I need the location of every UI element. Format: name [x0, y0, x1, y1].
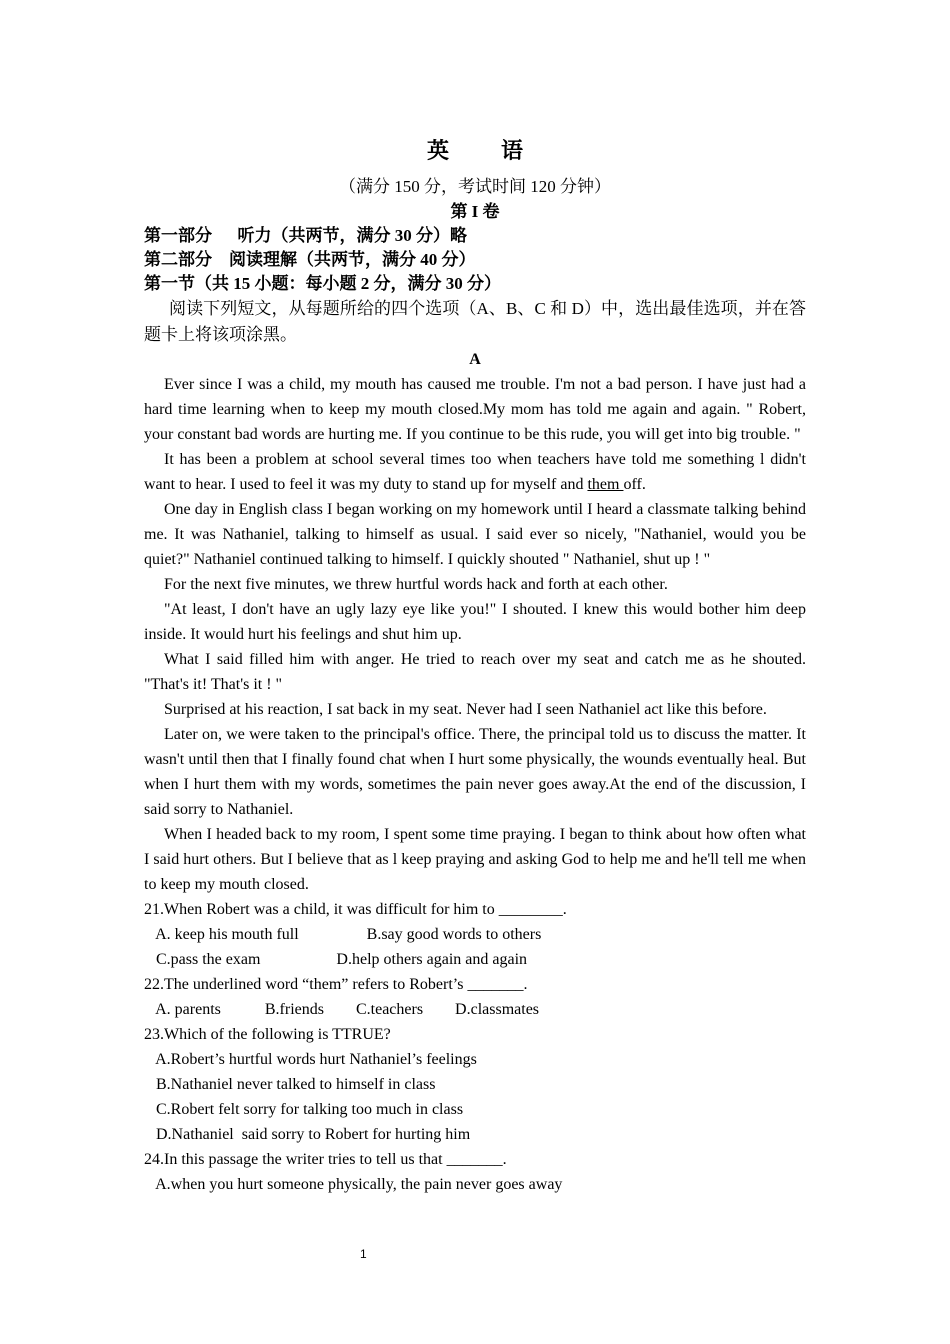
- passage-label: A: [469, 351, 481, 368]
- title-char-1: 英: [426, 138, 449, 163]
- page-number: 1: [360, 1247, 367, 1261]
- question-21: 21.When Robert was a child, it was difficult for him to ________.: [144, 901, 567, 918]
- question-23-option-a: A.Robert’s hurtful words hurt Nathaniel’s feelings: [152, 1051, 477, 1068]
- part2-heading: 第二部分 阅读理解（共两节，满分 40 分）: [144, 250, 476, 269]
- question-23-option-c: C.Robert felt sorry for talking too much in class: [152, 1101, 464, 1118]
- page-title: [144, 136, 806, 166]
- page-content: [144, 136, 806, 1197]
- question-24-option-a: A.when you hurt someone physically, the pain never goes away: [152, 1176, 563, 1193]
- question-23-option-b: B.Nathaniel never talked to himself in class: [152, 1076, 436, 1093]
- passage-paragraph-6: What I said filled him with anger. He tried to reach over my seat and catch me as he shouted. "That's it! That's it ! ": [144, 651, 806, 693]
- question-23: 23.Which of the following is TTRUE?: [144, 1026, 391, 1043]
- passage-paragraph-9: When I headed back to my room, I spent some time praying. I began to think about how often what I said hurt others. But I believe that as l keep praying and asking God to help me and he'll tell me when to keep my mouth closed.: [144, 826, 806, 893]
- passage-paragraph-8: Later on, we were taken to the principal's office. There, the principal told us to discuss the matter. It wasn't until then that I finally found chat when I hurt some physically, the wounds eventually heal. But when I hurt them with my words, sometimes the pain never goes away.At the end of the discussion, I said sorry to Nathaniel.: [144, 726, 806, 818]
- part1-heading: 第一部分 听力（共两节，满分 30 分）略: [144, 226, 467, 245]
- question-22-options: A. parents B.friends C.teachers D.classmates: [152, 1001, 540, 1018]
- underlined-word-them: them: [587, 476, 624, 493]
- instruction-text: 阅读下列短文，从每题所给的四个选项（A、B、C 和 D）中，选出最佳选项，并在答题卡上将该项涂黑。: [144, 299, 806, 344]
- question-23-option-d: D.Nathaniel said sorry to Robert for hurting him: [152, 1126, 471, 1143]
- passage-paragraph-7: Surprised at his reaction, I sat back in my seat. Never had I seen Nathaniel act like this before.: [164, 701, 767, 718]
- exam-subtitle: （满分 150 分，考试时间 120 分钟）: [339, 177, 611, 196]
- volume-label: 第 I 卷: [450, 202, 500, 221]
- passage-paragraph-2: [144, 447, 806, 497]
- paragraph-2-text-a: It has been a problem at school several times too when teachers have told me something l didn't want to hear. I used to feel it was my duty to stand up for myself and: [144, 451, 806, 493]
- title-char-2: 语: [501, 138, 524, 163]
- passage-paragraph-3: One day in English class I began working on my homework until I heard a classmate talking behind me. It was Nathaniel, talking to himself as usual. I said ever so nicely, "Nathaniel, would you be quiet?" Nathaniel continued talking to himself. I quickly shouted " Nathaniel, shut up ! ": [144, 501, 806, 568]
- question-22: 22.The underlined word “them” refers to Robert’s _______.: [144, 976, 528, 993]
- passage-paragraph-4: For the next five minutes, we threw hurtful words hack and forth at each other.: [164, 576, 668, 593]
- passage-paragraph-1: Ever since I was a child, my mouth has caused me trouble. I'm not a bad person. I have just had a hard time learning when to keep my mouth closed.My mom has told me again and again. " Robert, your constant bad words are hurting me. If you continue to be this rude, you will get into big trouble. ": [144, 376, 806, 443]
- paragraph-2-text-b: off.: [623, 476, 646, 493]
- passage-paragraph-5: "At least, I don't have an ugly lazy eye like you!" I shouted. I knew this would bother him deep inside. It would hurt his feelings and shut him up.: [144, 601, 806, 643]
- question-24: 24.In this passage the writer tries to tell us that _______.: [144, 1151, 507, 1168]
- question-21-options-row-1: A. keep his mouth full B.say good words to others: [152, 926, 542, 943]
- question-21-options-row-2: C.pass the exam D.help others again and again: [152, 951, 528, 968]
- section1-heading: 第一节（共 15 小题：每小题 2 分，满分 30 分）: [144, 274, 501, 293]
